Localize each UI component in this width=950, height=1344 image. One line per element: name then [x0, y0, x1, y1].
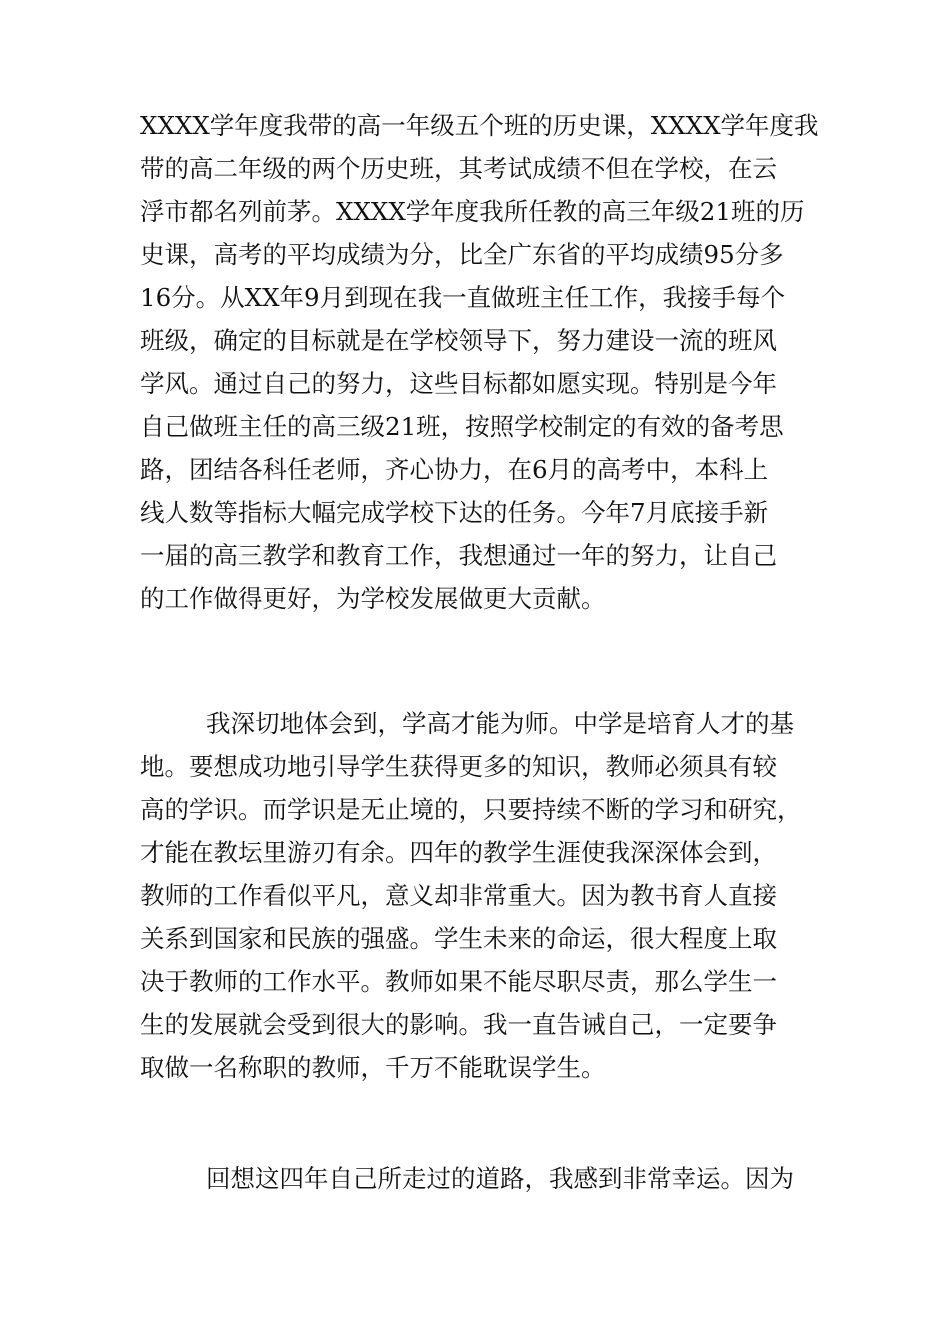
paragraph-line: 史课，高考的平均成绩为分，比全广东省的平均成绩95分多 — [140, 240, 784, 269]
paragraph-line: 才能在教坛里游刃有余。四年的教学生涯使我深深体会到， — [140, 838, 777, 867]
paragraph-line: 关系到国家和民族的强盛。学生未来的命运，很大程度上取 — [140, 924, 777, 953]
paragraph-line: 学风。通过自己的努力，这些目标都如愿实现。特别是今年 — [140, 369, 777, 398]
paragraph-line: 教师的工作看似平凡，意义却非常重大。因为教书育人直接 — [140, 881, 777, 910]
paragraph-line: 自己做班主任的高三级21班，按照学校制定的有效的备考思 — [140, 412, 784, 441]
paragraph-line: 生的发展就会受到很大的影响。我一直告诫自己，一定要争 — [140, 1010, 777, 1039]
paragraph-line: 决于教师的工作水平。教师如果不能尽职尽责，那么学生一 — [140, 967, 777, 996]
paragraph-1 — [140, 104, 830, 620]
paragraph-line: 一届的高三教学和教育工作，我想通过一年的努力，让自己 — [140, 541, 777, 570]
paragraph-line: 16分。从XX年9月到现在我一直做班主任工作，我接手每个 — [140, 283, 786, 312]
paragraph-line: 浮市都名列前茅。XXXX学年度我所任教的高三年级21班的历 — [140, 197, 805, 226]
paragraph-line: 高的学识。而学识是无止境的，只要持续不断的学习和研究， — [140, 795, 802, 824]
paragraph-line: 带的高二年级的两个历史班，其考试成绩不但在学校，在云 — [140, 154, 777, 183]
paragraph-line: 取做一名称职的教师，千万不能耽误学生。 — [140, 1053, 606, 1082]
paragraph-3 — [140, 1157, 830, 1200]
paragraph-line: 线人数等指标大幅完成学校下达的任务。今年7月底接手新 — [140, 498, 769, 527]
paragraph-line: XXXX学年度我带的高一年级五个班的历史课，XXXX学年度我 — [140, 111, 819, 140]
paragraph-line: 路，团结各科任老师，齐心协力，在6月的高考中，本科上 — [140, 455, 769, 484]
paragraph-2 — [140, 702, 830, 1089]
paragraph-line: 回想这四年自己所走过的道路，我感到非常幸运。因为 — [206, 1164, 794, 1193]
paragraph-line: 我深切地体会到，学高才能为师。中学是培育人才的基 — [206, 709, 794, 738]
paragraph-line: 的工作做得更好，为学校发展做更大贡献。 — [140, 584, 606, 613]
paragraph-line: 班级，确定的目标就是在学校领导下，努力建设一流的班风 — [140, 326, 777, 355]
paragraph-line: 地。要想成功地引导学生获得更多的知识，教师必须具有较 — [140, 752, 777, 781]
